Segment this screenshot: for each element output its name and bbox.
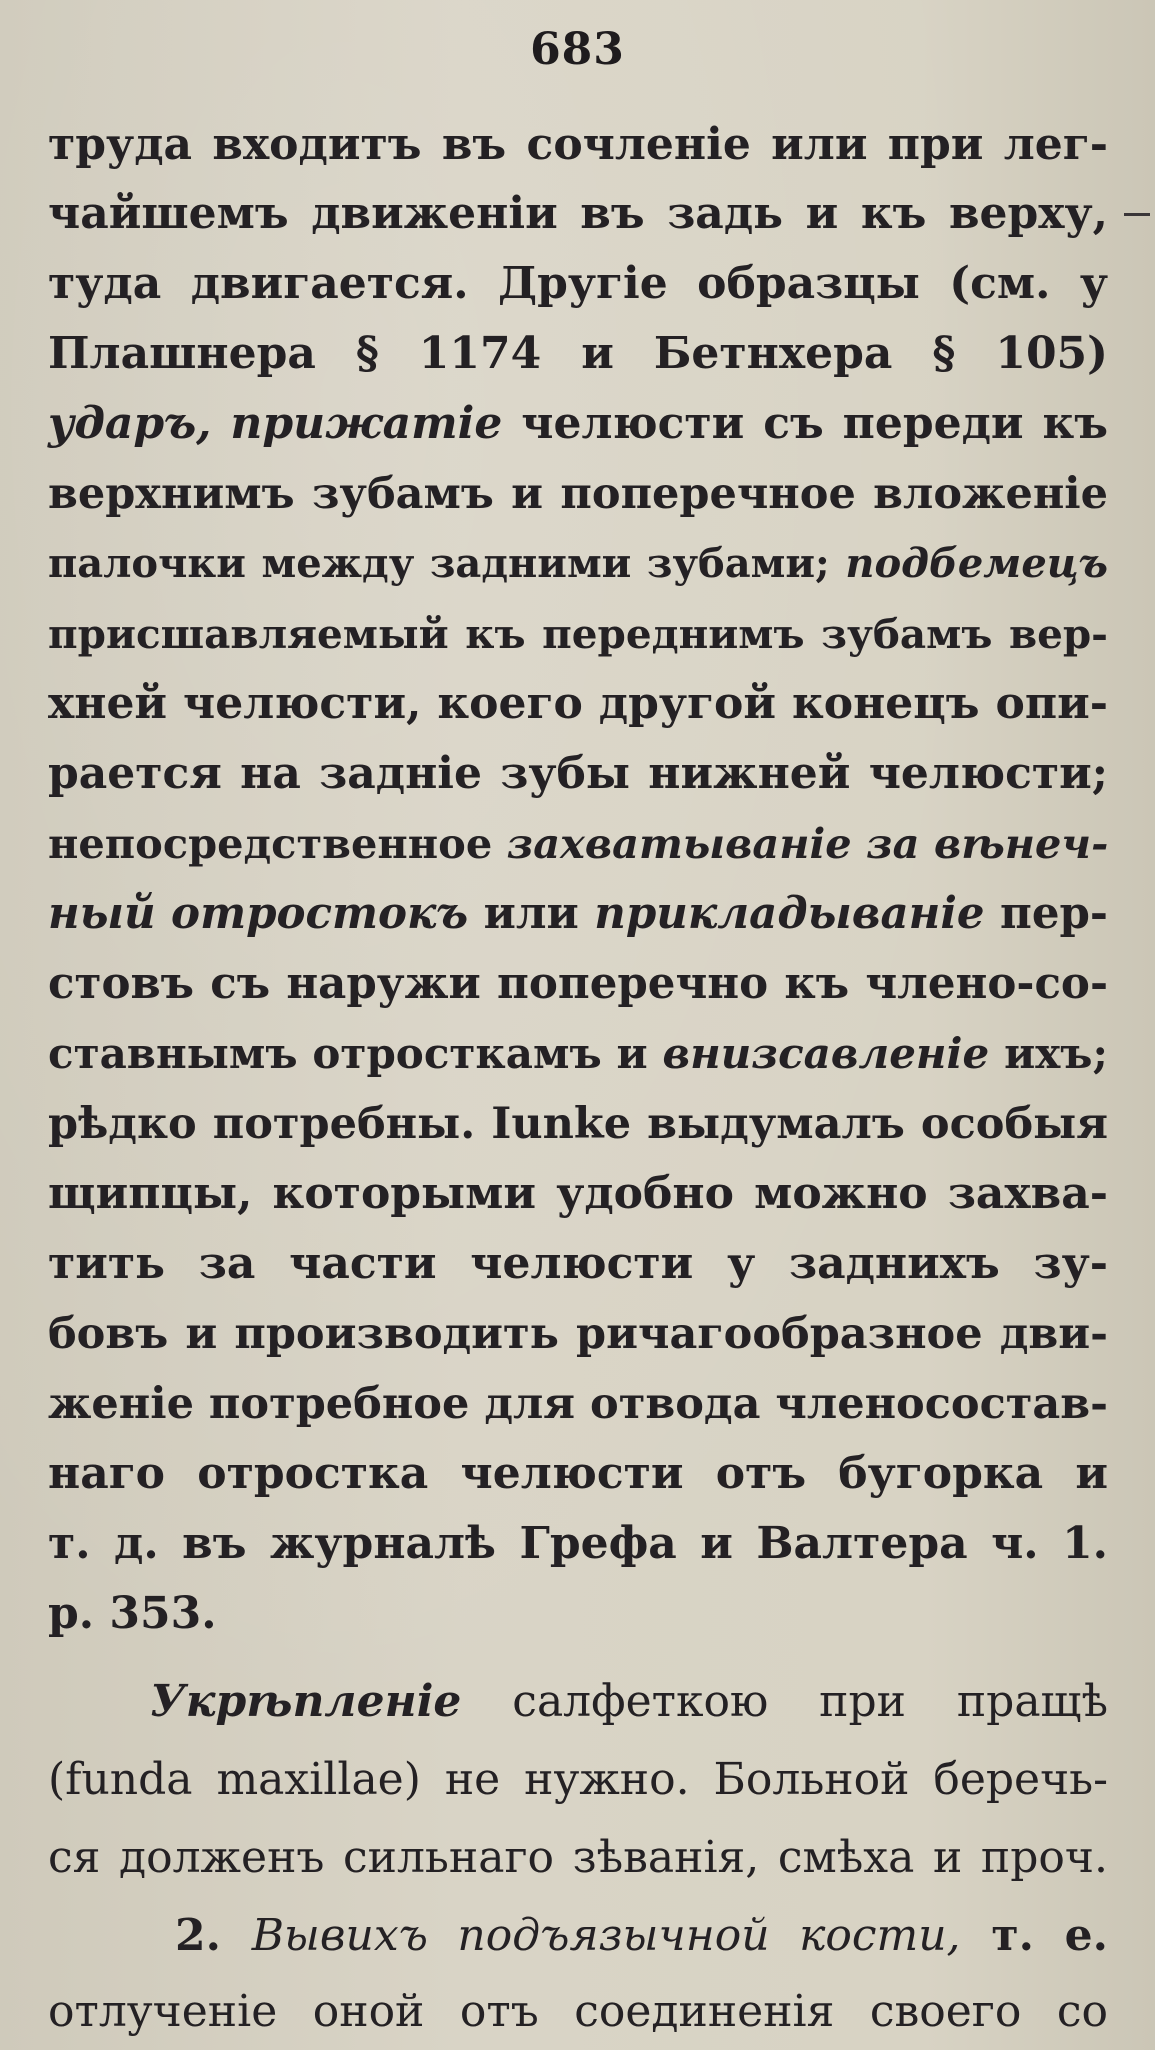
text-line: бовъ и производить ричагообразное дви- (48, 1309, 1108, 1359)
text-span: ихъ; (989, 1029, 1108, 1078)
text-line: стовъ съ наружи поперечно къ члено-со- (48, 958, 1108, 1009)
text-line (48, 529, 1108, 599)
text-line: р. 353. (48, 1588, 217, 1639)
text-line: т. д. въ журналѣ Грефа и Валтера ч. 1. (48, 1518, 1108, 1569)
text-line: хней челюсти, коего другой конецъ опи- (48, 678, 1108, 729)
text-line: присшавляемый къ переднимъ зубамъ вер- (48, 610, 1108, 658)
text-line: чайшемъ движеніи въ задь и къ верху, (48, 188, 1108, 239)
text-line: тить за части челюсти у заднихъ зу- (48, 1238, 1108, 1289)
text-line (175, 1901, 1108, 1971)
text-line (48, 1019, 1108, 1089)
text-line: щипцы, которыми удобно можно захва- (48, 1168, 1108, 1219)
text-line (48, 809, 1108, 879)
italic-term: ный отростокъ (48, 888, 469, 939)
text-span: т. е. (960, 1910, 1108, 1961)
text-line (48, 879, 1108, 949)
text-line: рается на задніе зубы нижней челюсти; (48, 748, 1108, 799)
text-line: отлученіе оной отъ соединенія своего со (48, 1986, 1108, 2037)
margin-dash (1124, 213, 1150, 216)
text-span: салфеткою при пращѣ (461, 1676, 1108, 1727)
text-line: наго отростка челюсти отъ бугорка и (48, 1448, 1108, 1499)
page-number: 683 (530, 24, 625, 75)
text-span: или (468, 888, 595, 939)
text-span: непосредственное (48, 819, 507, 868)
text-span: ставнымъ отросткамъ и (48, 1029, 663, 1078)
text-line (48, 389, 1108, 459)
italic-term: захватываніе за вѣнеч- (506, 819, 1109, 868)
text-line: туда двигается. Другіе образцы (см. у (48, 258, 1108, 309)
text-span: пер- (984, 888, 1108, 939)
text-line: ся долженъ сильнаго зѣванія, смѣха и проч. (48, 1832, 1108, 1883)
text-line: Плашнера § 1174 и Бетнхера § 105) (48, 328, 1108, 379)
italic-term: Укрѣпленіе (150, 1676, 462, 1727)
italic-term: подбемецъ (845, 540, 1108, 587)
text-line: верхнимъ зубамъ и поперечное вложеніе (48, 469, 1108, 519)
italic-term: прикладываніе (594, 888, 985, 939)
text-span: челюсти съ переди къ (502, 398, 1108, 449)
text-line (150, 1667, 1108, 1737)
text-line: (funda maxillae) не нужно. Больной беречь- (48, 1754, 1108, 1805)
text-line: женіе потребное для отвода членосостав- (48, 1379, 1108, 1429)
text-span: палочки между задними зубами; (48, 540, 846, 587)
text-span: 2. (175, 1910, 252, 1961)
italic-term: внизсавленіе (662, 1029, 990, 1078)
text-line: рѣдко потребны. Iunke выдумалъ особыя (48, 1099, 1108, 1149)
italic-term: ударъ, прижатіе (48, 398, 503, 449)
text-line: труда входитъ въ сочленіе или при лег- (48, 119, 1108, 170)
italic-term: Вывихъ подъязычной кости, (251, 1910, 961, 1961)
